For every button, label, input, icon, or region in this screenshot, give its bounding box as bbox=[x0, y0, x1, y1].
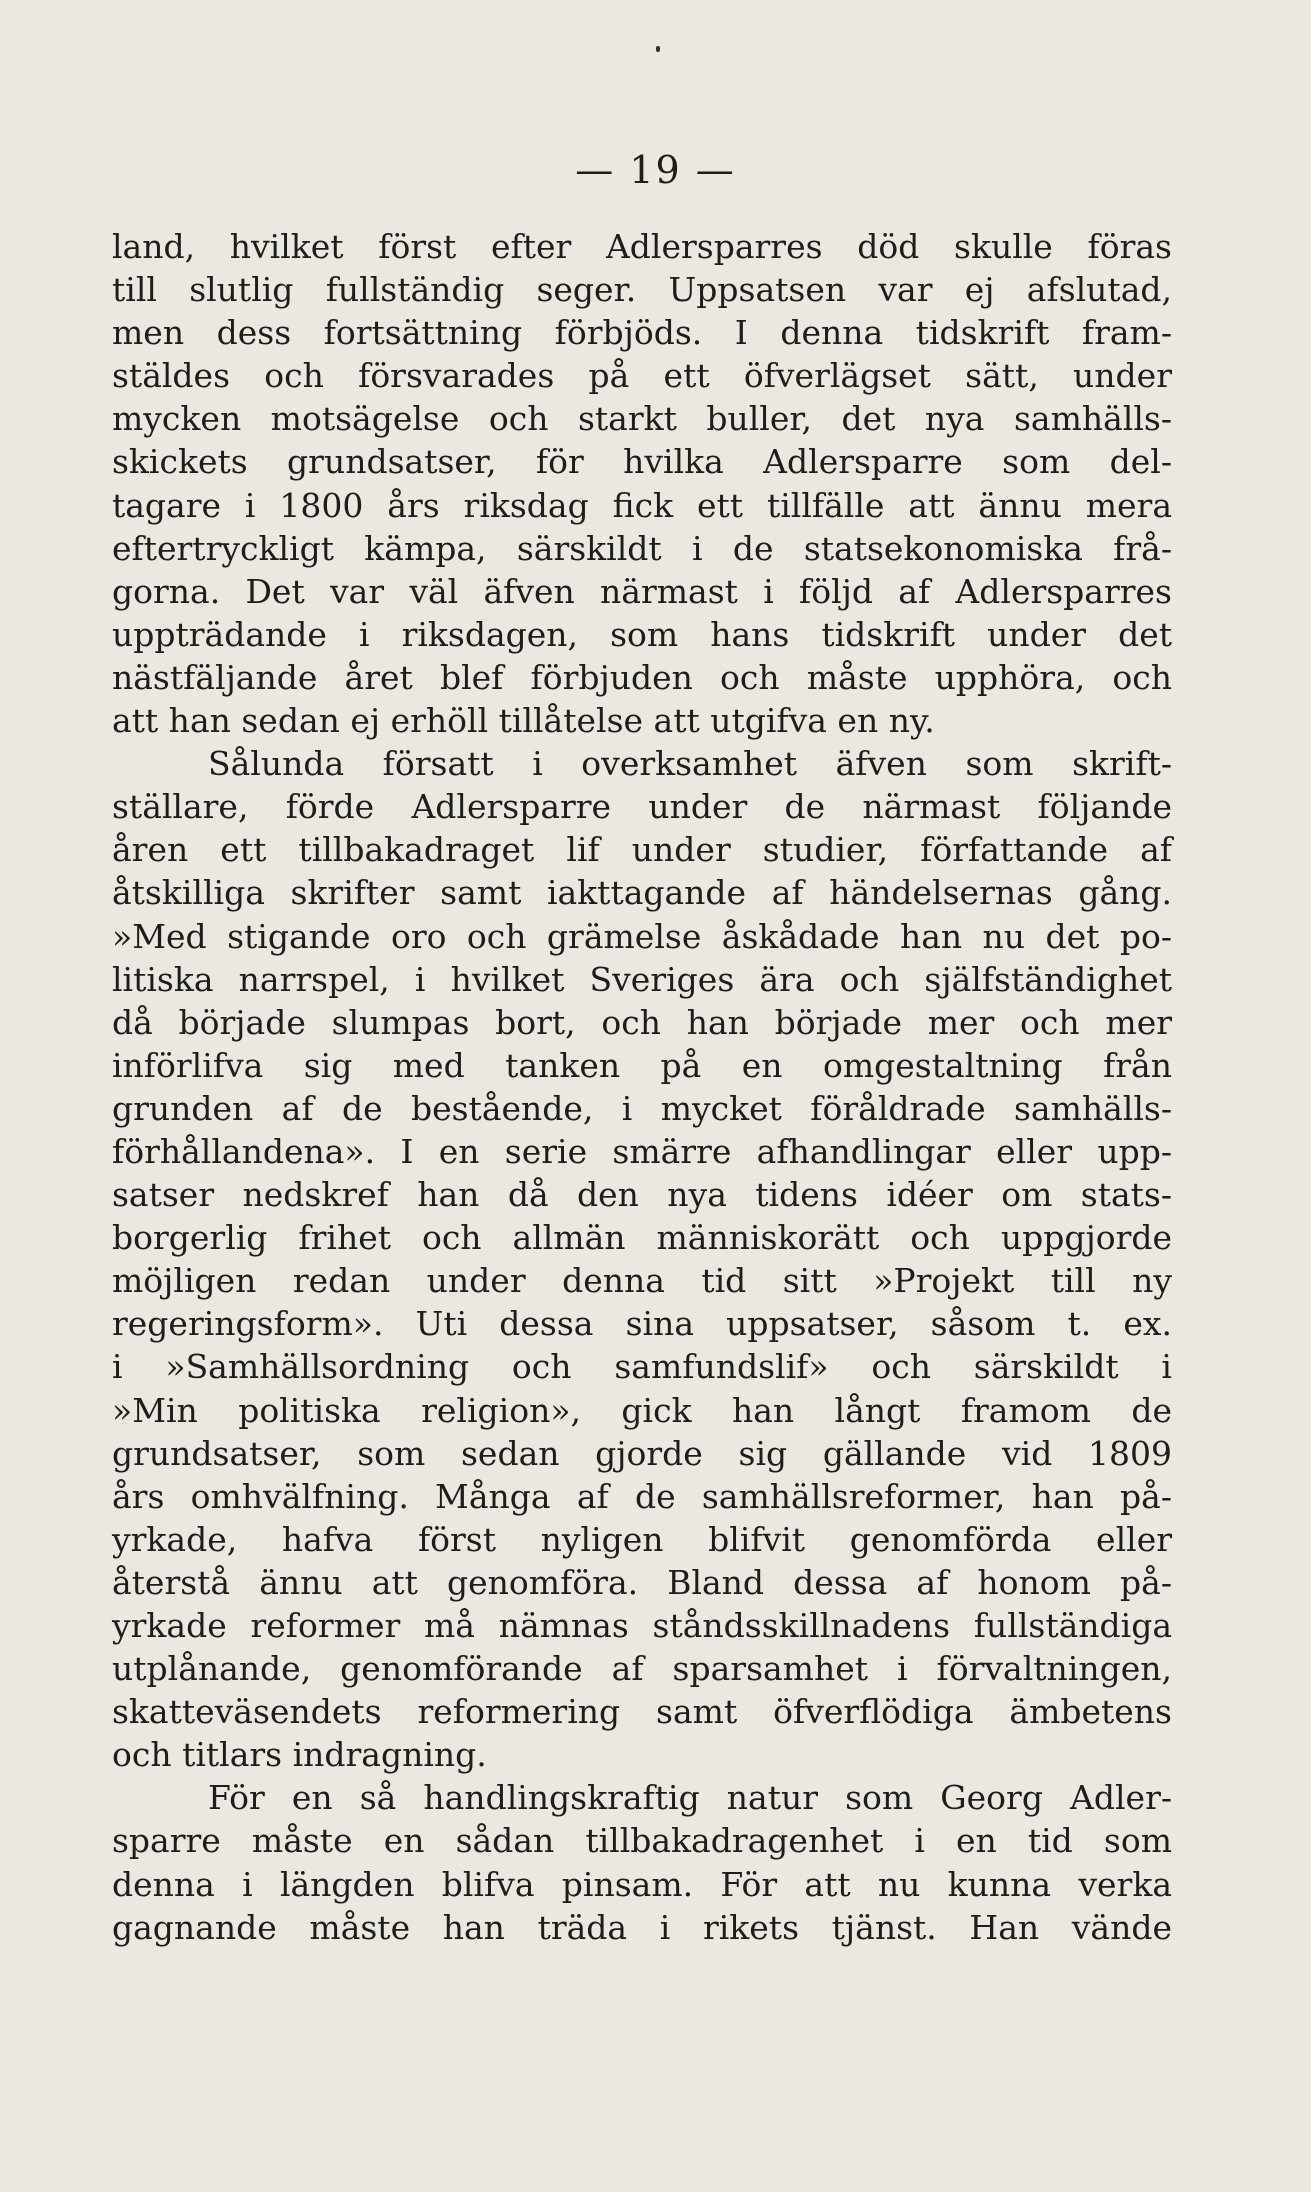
text-line: yrkade, hafva först nyligen blifvit genomförda eller bbox=[112, 1519, 1172, 1559]
text-line: tagare i 1800 års riksdag fick ett tillfälle att ännu mera bbox=[112, 485, 1172, 525]
text-line: återstå ännu att genomföra. Bland dessa af honom på- bbox=[112, 1562, 1172, 1602]
text-line: »Min politiska religion», gick han långt framom de bbox=[112, 1390, 1172, 1430]
text-line: borgerlig frihet och allmän människorätt och uppgjorde bbox=[112, 1218, 1172, 1258]
text-line: att han sedan ej erhöll tillåtelse att utgifva en ny. bbox=[112, 701, 935, 741]
text-line: men dess fortsättning förbjöds. I denna tidskrift fram- bbox=[112, 313, 1172, 353]
page-number: — 19 — bbox=[575, 148, 736, 192]
text-line: »Med stigande oro och grämelse åskådade han nu det po- bbox=[112, 916, 1172, 956]
body-text bbox=[112, 225, 1172, 1949]
text-line: års omhvälfning. Många af de samhällsreformer, han på- bbox=[112, 1476, 1172, 1516]
text-line: gorna. Det var väl äfven närmast i följd af Adlersparres bbox=[112, 571, 1172, 611]
text-line: införlifva sig med tanken på en omgestaltning från bbox=[112, 1045, 1172, 1085]
text-line: För en så handlingskraftig natur som Georg Adler- bbox=[208, 1778, 1172, 1818]
text-line: i »Samhällsordning och samfundslif» och särskildt i bbox=[112, 1347, 1172, 1387]
text-line: skatteväsendets reformering samt öfverflödiga ämbetens bbox=[112, 1692, 1172, 1732]
text-line: sparre måste en sådan tillbakadragenhet i en tid som bbox=[112, 1821, 1172, 1861]
text-line: nästfäljande året blef förbjuden och måste upphöra, och bbox=[112, 657, 1172, 697]
text-line: ställare, förde Adlersparre under de närmast följande bbox=[112, 787, 1172, 827]
text-line: utplånande, genomförande af sparsamhet i förvaltningen, bbox=[112, 1649, 1172, 1689]
text-line: uppträdande i riksdagen, som hans tidskrift under det bbox=[112, 614, 1172, 654]
text-line: satser nedskref han då den nya tidens idéer om stats- bbox=[112, 1175, 1172, 1215]
text-line: då började slumpas bort, och han började mer och mer bbox=[112, 1002, 1172, 1042]
text-line: och titlars indragning. bbox=[112, 1735, 487, 1775]
text-line: skickets grundsatser, för hvilka Adlersparre som del- bbox=[112, 442, 1172, 482]
text-line: grundsatser, som sedan gjorde sig gällande vid 1809 bbox=[112, 1433, 1172, 1473]
text-line: åren ett tillbakadraget lif under studier, författande af bbox=[112, 830, 1172, 870]
text-line: mycken motsägelse och starkt buller, det nya samhälls- bbox=[112, 399, 1172, 439]
text-line: stäldes och försvarades på ett öfverlägset sätt, under bbox=[112, 356, 1172, 396]
text-line: Sålunda försatt i overksamhet äfven som skrift- bbox=[208, 744, 1172, 784]
text-line: litiska narrspel, i hvilket Sveriges ära och själfständighet bbox=[112, 959, 1172, 999]
text-line: till slutlig fullständig seger. Uppsatsen var ej afslutad, bbox=[112, 270, 1172, 310]
ink-speck bbox=[656, 46, 660, 52]
text-line: yrkade reformer må nämnas ståndsskillnadens fullständiga bbox=[112, 1606, 1172, 1645]
text-line: möjligen redan under denna tid sitt »Projekt till ny bbox=[112, 1261, 1172, 1301]
text-line: åtskilliga skrifter samt iakttagande af händelsernas gång. bbox=[112, 873, 1172, 913]
text-line: regeringsform». Uti dessa sina uppsatser, såsom t. ex. bbox=[112, 1304, 1172, 1344]
text-line: denna i längden blifva pinsam. För att nu kunna verka bbox=[112, 1864, 1172, 1904]
text-line: gagnande måste han träda i rikets tjänst. Han vände bbox=[112, 1907, 1172, 1947]
text-line: grunden af de bestående, i mycket föråldrade samhälls- bbox=[112, 1088, 1172, 1128]
text-line: förhållandena». I en serie smärre afhandlingar eller upp- bbox=[112, 1131, 1172, 1171]
text-line: land, hvilket först efter Adlersparres död skulle föras bbox=[112, 227, 1172, 266]
text-line: eftertryckligt kämpa, särskildt i de statsekonomiska frå- bbox=[112, 528, 1172, 568]
